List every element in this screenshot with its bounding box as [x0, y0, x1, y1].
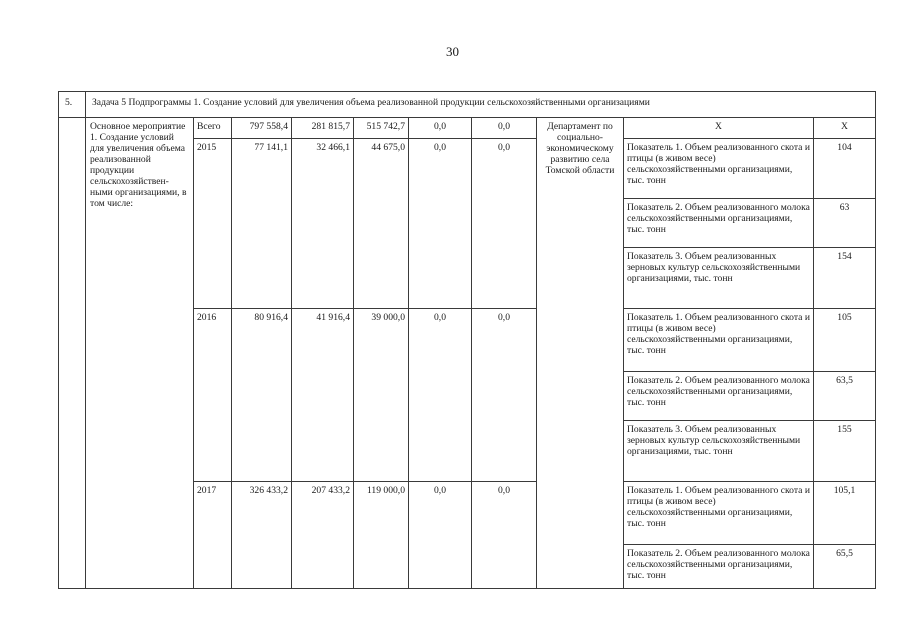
federal-cell: 32 466,1 [292, 139, 354, 309]
federal-cell: 41 916,4 [292, 309, 354, 482]
indicator-value-cell: Х [814, 118, 876, 139]
other-cell: 0,0 [472, 118, 537, 139]
federal-cell: 281 815,7 [292, 118, 354, 139]
indicator-value-cell: 105 [814, 309, 876, 372]
indicator-value-cell: 105,1 [814, 482, 876, 545]
regional-cell: 119 000,0 [354, 482, 409, 589]
page-number: 30 [446, 44, 459, 59]
table-row [59, 118, 876, 139]
program-table [58, 91, 876, 589]
local-cell: 0,0 [409, 482, 472, 589]
indicator-name-cell: Показатель 3. Объем реализованных зерновых культур сельскохозяйственными организациями, тыс. тонн [624, 248, 814, 309]
federal-cell: 207 433,2 [292, 482, 354, 589]
indicator-value-cell: 154 [814, 248, 876, 309]
indicator-name-cell: Показатель 2. Объем реализованного молока сельскохозяйственными организациями, тыс. тонн [624, 372, 814, 421]
indicator-name-cell: Х [624, 118, 814, 139]
year-cell: 2015 [194, 139, 232, 309]
indicator-value-cell: 104 [814, 139, 876, 199]
total-cell: 797 558,4 [232, 118, 292, 139]
regional-cell: 44 675,0 [354, 139, 409, 309]
year-cell: Всего [194, 118, 232, 139]
local-cell: 0,0 [409, 139, 472, 309]
year-cell: 2017 [194, 482, 232, 589]
other-cell: 0,0 [472, 482, 537, 589]
task-number: 5. [59, 92, 86, 118]
department-cell: Департамент по социально-экономическому развитию села Томской области [537, 118, 624, 589]
other-cell: 0,0 [472, 139, 537, 309]
task-title: Задача 5 Подпрограммы 1. Создание условий для увеличения объема реализованной продукции сельскохозяйственными организациями [86, 92, 876, 118]
indicator-name-cell: Показатель 2. Объем реализованного молока сельскохозяйственными организациями, тыс. тонн [624, 545, 814, 589]
indicator-name-cell: Показатель 1. Объем реализованного скота и птицы (в живом весе) сельскохозяйственными организациями, тыс. тонн [624, 139, 814, 199]
local-cell: 0,0 [409, 118, 472, 139]
other-cell: 0,0 [472, 309, 537, 482]
indicator-value-cell: 65,5 [814, 545, 876, 589]
local-cell: 0,0 [409, 309, 472, 482]
indicator-value-cell: 155 [814, 421, 876, 482]
regional-cell: 515 742,7 [354, 118, 409, 139]
total-cell: 80 916,4 [232, 309, 292, 482]
total-cell: 77 141,1 [232, 139, 292, 309]
indicator-name-cell: Показатель 2. Объем реализованного молока сельскохозяйственными организациями, тыс. тонн [624, 199, 814, 248]
indicator-name-cell: Показатель 1. Объем реализованного скота и птицы (в живом весе) сельскохозяйственными организациями, тыс. тонн [624, 482, 814, 545]
event-description: Основное мероприятие 1. Создание условий для увеличения объема реализованной продукции сельскохозяйствен-ными организациями, в том числе: [86, 118, 194, 589]
regional-cell: 39 000,0 [354, 309, 409, 482]
number-cell [59, 118, 86, 589]
task-row [59, 92, 876, 118]
indicator-value-cell: 63 [814, 199, 876, 248]
total-cell: 326 433,2 [232, 482, 292, 589]
indicator-name-cell: Показатель 1. Объем реализованного скота и птицы (в живом весе) сельскохозяйственными организациями, тыс. тонн [624, 309, 814, 372]
indicator-value-cell: 63,5 [814, 372, 876, 421]
indicator-name-cell: Показатель 3. Объем реализованных зерновых культур сельскохозяйственными организациями, тыс. тонн [624, 421, 814, 482]
year-cell: 2016 [194, 309, 232, 482]
